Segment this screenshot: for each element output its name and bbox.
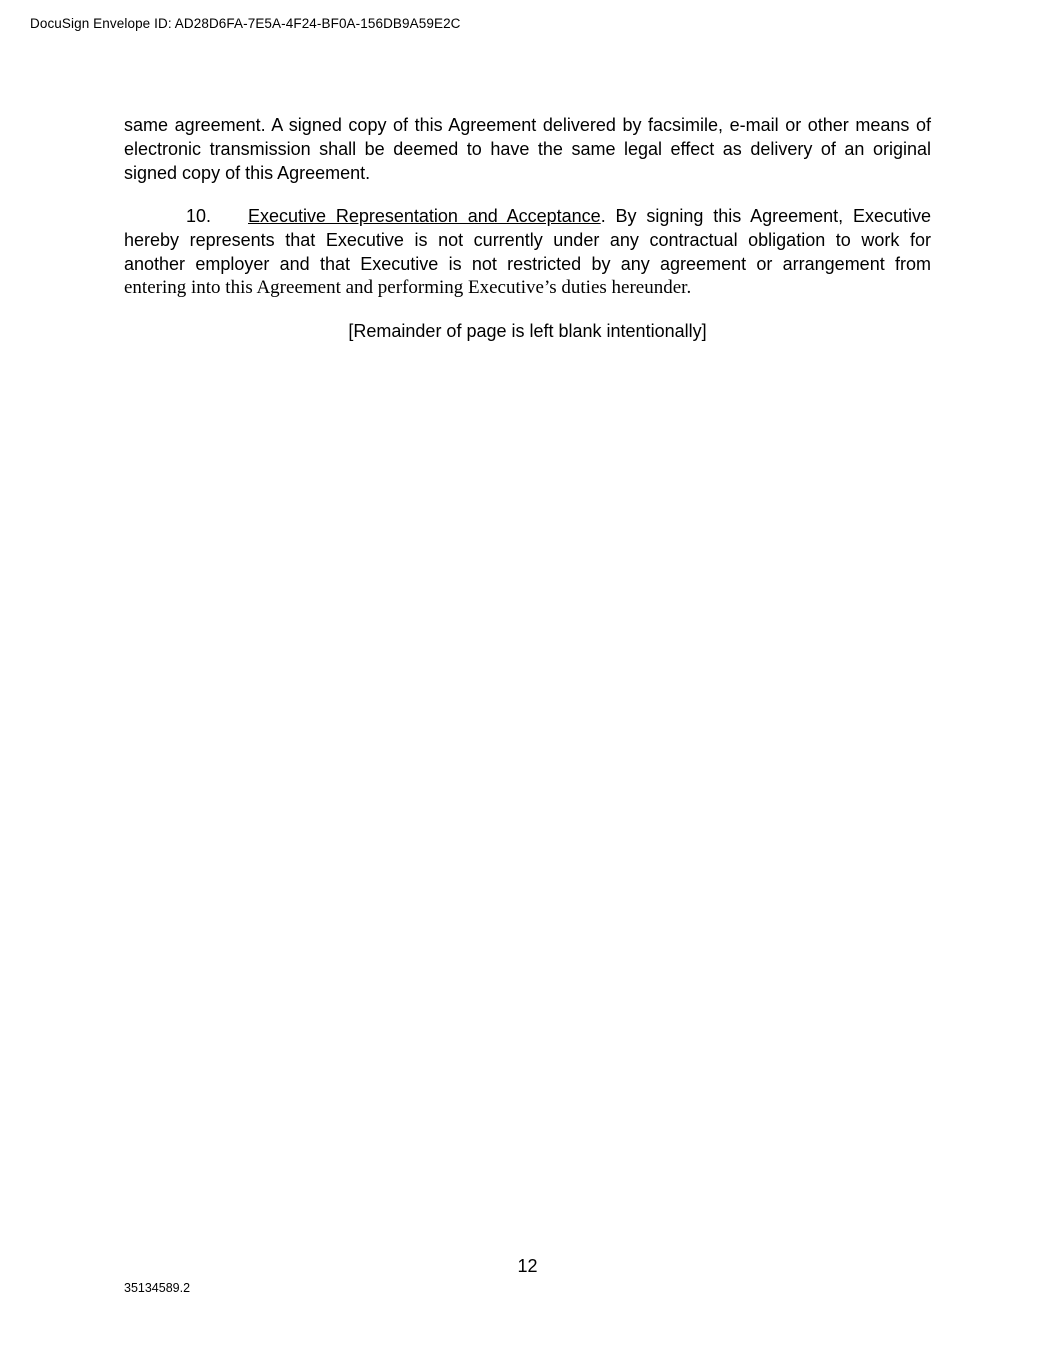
section-10-paragraph bbox=[124, 204, 931, 300]
section-heading: Executive Representation and Acceptance bbox=[248, 206, 601, 226]
section-number: 10. bbox=[186, 206, 212, 226]
page-number: 12 bbox=[517, 1256, 538, 1276]
section-10-line-4: entering into this Agreement and performing Executive’s duties hereunder. bbox=[124, 277, 692, 298]
remainder-blank-note: [Remainder of page is left blank intentionally] bbox=[348, 321, 707, 341]
paragraph-continuation: same agreement. A signed copy of this Agreement delivered by facsimile, e-mail or other means of electronic transmission shall be deemed to have the same legal effect as delivery of an original signed copy of this Agreement. bbox=[124, 115, 931, 183]
docusign-envelope-id: DocuSign Envelope ID: AD28D6FA-7E5A-4F24-BF0A-156DB9A59E2C bbox=[30, 16, 461, 31]
section-10-line-1 bbox=[124, 204, 931, 228]
section-10-heading-tail: . By signing this Agreement, Executive bbox=[600, 206, 931, 226]
section-10-line-2: hereby represents that Executive is not currently under any contractual obligation to work for bbox=[124, 230, 931, 250]
section-10-line-3: another employer and that Executive is not restricted by any agreement or arrangement from bbox=[124, 254, 931, 274]
document-number: 35134589.2 bbox=[124, 1281, 191, 1295]
